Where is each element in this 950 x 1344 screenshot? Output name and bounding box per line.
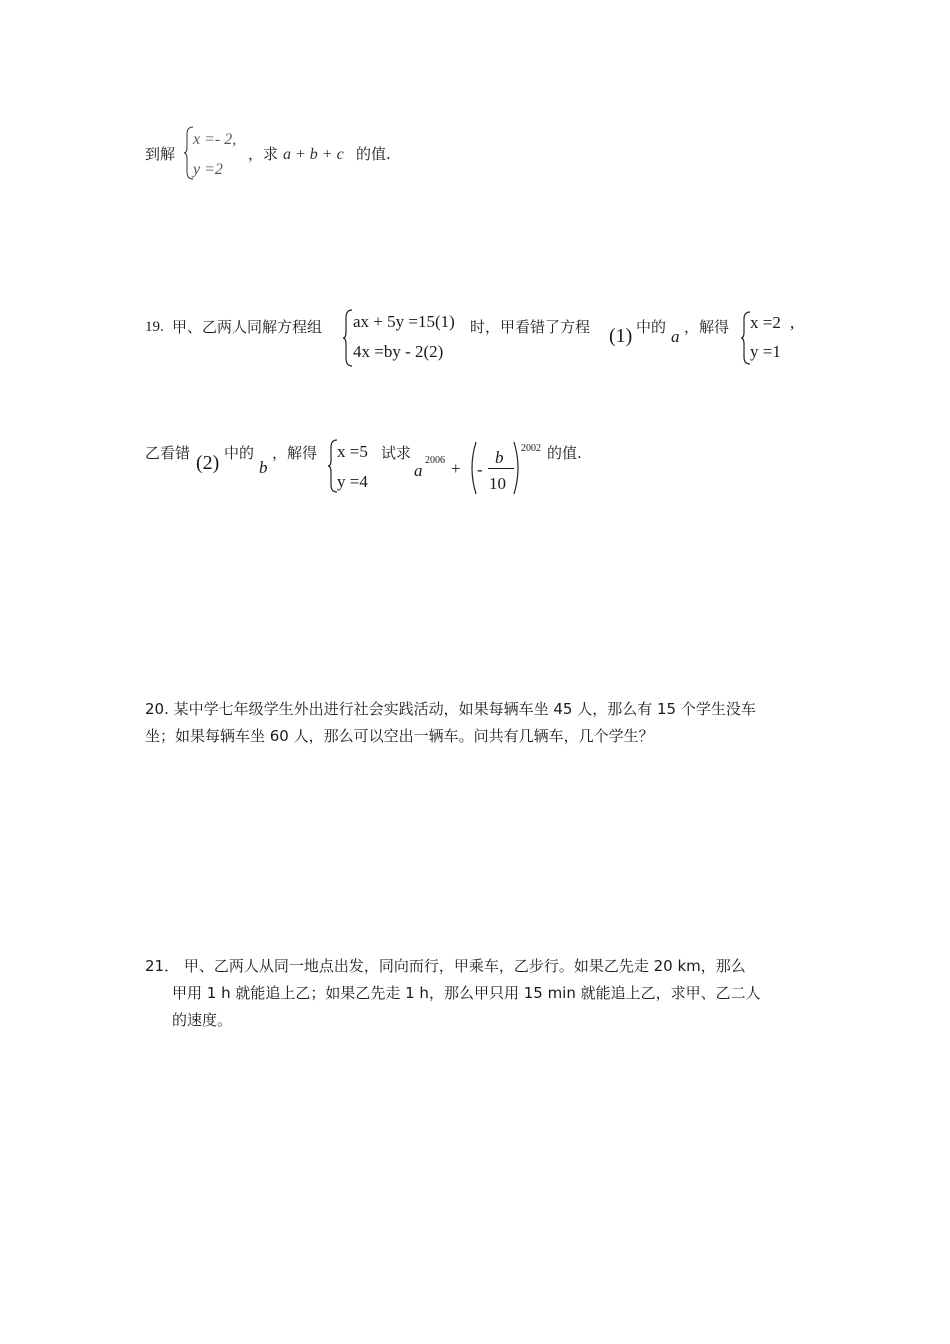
q18-tail-text: 的值. bbox=[356, 145, 391, 163]
q19-solution-2-y: y =4 bbox=[337, 472, 368, 491]
q21-line-2: 甲用 1 h 就能追上乙；如果乙先走 1 h，那么甲只用 15 min 就能追上乙，求甲、乙二人 bbox=[172, 984, 761, 1002]
question-20 bbox=[145, 696, 810, 750]
q19-text-9: 的值. bbox=[547, 444, 582, 462]
q19-equation-ref-1: (1) bbox=[609, 325, 633, 347]
q19-text-3: 中的 bbox=[636, 318, 667, 336]
q18-equation-x: x =- 2, bbox=[193, 131, 237, 148]
q19-solution-1-x: x =2 bbox=[750, 313, 781, 332]
q19-text-2: 时，甲看错了方程 bbox=[470, 318, 591, 336]
q19-text-5: 乙看错 bbox=[145, 444, 191, 462]
q19-solution-1-y: y =1 bbox=[750, 342, 781, 361]
q20-line-2: 坐；如果每辆车坐 60 人，那么可以空出一辆车。问共有几辆车，几个学生？ bbox=[145, 727, 654, 745]
q18-equation-y: y =2 bbox=[193, 161, 223, 178]
q19-equation-ref-2: (2) bbox=[196, 452, 220, 474]
q19-text-1: 甲、乙两人同解方程组 bbox=[172, 318, 323, 336]
q19-solution-1-comma: , bbox=[790, 313, 795, 332]
q19-exponent-2002: 2002 bbox=[521, 443, 541, 454]
q21-line-1: 21． 甲、乙两人从同一地点出发，同向而行，甲乘车，乙步行。如果乙先走 20 km，那么 bbox=[145, 957, 746, 975]
question-21 bbox=[145, 953, 810, 1034]
q19-text-6: 中的 bbox=[224, 444, 255, 462]
q19-fraction-numerator: b bbox=[495, 448, 504, 467]
q19-text-4: ，解得 bbox=[684, 318, 730, 336]
q19-text-8: 试求 bbox=[381, 444, 412, 462]
q19-system-equation-1: ax + 5y =15(1) bbox=[353, 312, 455, 331]
q19-exponent-2006: 2006 bbox=[425, 455, 445, 466]
q19-solution-2-x: x =5 bbox=[337, 442, 368, 461]
q19-text-7: ，解得 bbox=[272, 444, 318, 462]
q19-plus-sign: + bbox=[451, 459, 461, 478]
q19-variable-b: b bbox=[259, 458, 268, 477]
q19-variable-a: a bbox=[671, 327, 680, 346]
q19-base-a: a bbox=[414, 461, 423, 480]
q19-number: 19. bbox=[145, 319, 164, 335]
q18-lead-text: 到解 bbox=[145, 145, 176, 163]
q18-expression: a + b + c bbox=[283, 146, 344, 163]
q20-line-1: 20. 某中学七年级学生外出进行社会实践活动，如果每辆车坐 45 人，那么有 15 个学生没车 bbox=[145, 700, 756, 718]
q19-fraction-denominator: 10 bbox=[489, 474, 506, 493]
q19-system-equation-2: 4x =by - 2(2) bbox=[353, 342, 444, 361]
q21-line-3: 的速度。 bbox=[172, 1011, 233, 1029]
q19-fraction-bar bbox=[488, 468, 514, 469]
q19-minus-sign: - bbox=[477, 460, 483, 479]
q18-mid-text: ，求 bbox=[248, 145, 279, 163]
